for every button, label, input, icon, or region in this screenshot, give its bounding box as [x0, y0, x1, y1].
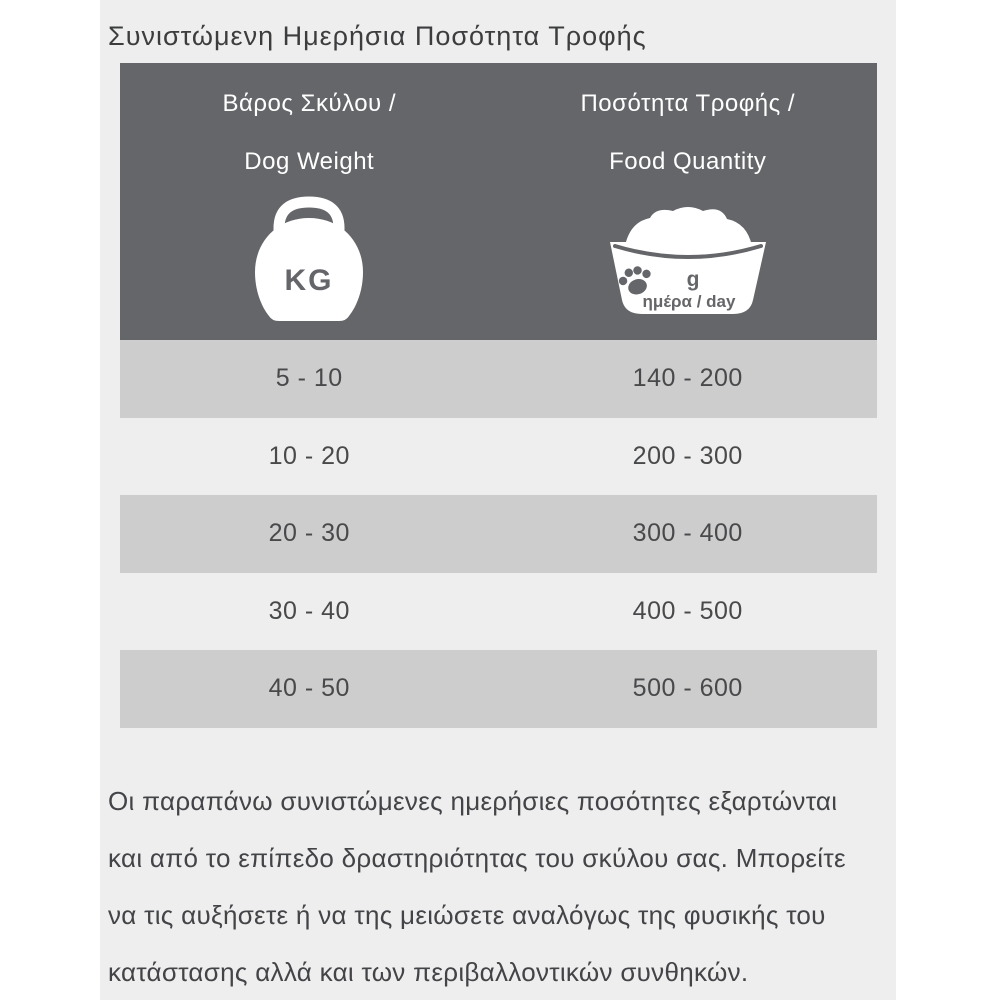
weight-cell: 5 - 10: [275, 364, 343, 393]
feeding-table-header: [120, 63, 877, 340]
quantity-cell: 400 - 500: [632, 596, 743, 625]
quantity-cell: 200 - 300: [632, 441, 743, 470]
header-quantity-greek: Ποσότητα Τροφής /: [580, 90, 796, 117]
note-paragraph: [108, 773, 892, 1000]
section-title: Συνιστώμενη Ημερήσια Ποσότητα Τροφής: [108, 21, 647, 51]
weight-cell: 30 - 40: [268, 596, 350, 625]
table-row: [120, 650, 877, 728]
food-bowl-icon: [603, 204, 773, 318]
weight-cell: 20 - 30: [268, 519, 350, 548]
table-row: [120, 573, 877, 651]
note-line: κατάστασης αλλά και των περιβαλλοντικών συνθηκών.: [108, 957, 749, 987]
header-weight-greek: Βάρος Σκύλου /: [222, 90, 397, 117]
feeding-guide-section: [100, 0, 896, 1000]
table-row: [120, 340, 877, 418]
note-line: και από το επίπεδο δραστηριότητας του σκύλου σας. Μπορείτε: [108, 843, 846, 873]
kg-icon-label: KG: [284, 264, 334, 297]
quantity-cell: 500 - 600: [632, 674, 743, 703]
bowl-icon-unit: g: [686, 268, 700, 291]
table-row: [120, 418, 877, 496]
quantity-cell: 140 - 200: [632, 364, 743, 393]
feeding-table: [120, 63, 877, 728]
header-cell-dog-weight: [120, 63, 499, 340]
feeding-table-body: [120, 340, 877, 728]
table-row: [120, 495, 877, 573]
note-line: Οι παραπάνω συνιστώμενες ημερήσιες ποσότητες εξαρτώνται: [108, 786, 838, 816]
weight-cell: 10 - 20: [268, 441, 350, 470]
bowl-icon-caption: ημέρα / day: [642, 292, 736, 311]
header-quantity-english: Food Quantity: [609, 148, 767, 175]
header-cell-food-quantity: [499, 63, 878, 340]
header-weight-english: Dog Weight: [244, 148, 375, 175]
quantity-cell: 300 - 400: [632, 519, 743, 548]
note-line: να τις αυξήσετε ή να της μειώσετε αναλόγως της φυσικής του: [108, 900, 826, 930]
weight-cell: 40 - 50: [268, 674, 350, 703]
kettlebell-icon: [251, 194, 367, 326]
